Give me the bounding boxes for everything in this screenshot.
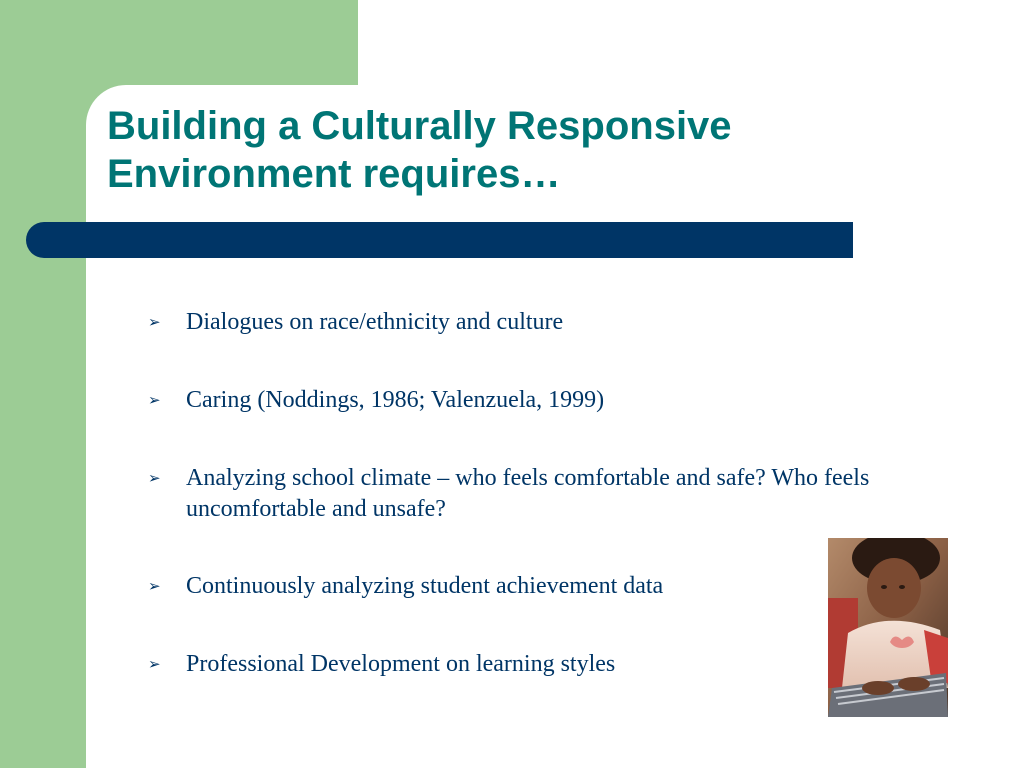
- arrow-bullet-icon: ➢: [148, 391, 161, 409]
- bullet-item: [148, 305, 938, 339]
- bullet-text: Dialogues on race/ethnicity and culture: [186, 309, 564, 335]
- arrow-bullet-icon: ➢: [148, 313, 161, 331]
- student-at-keyboard-photo: [828, 538, 948, 717]
- title-accent-bar: [26, 222, 853, 258]
- slide-title-line-2: Environment requires…: [107, 152, 561, 196]
- arrow-bullet-icon: ➢: [148, 655, 161, 673]
- bullet-text: Professional Development on learning styles: [186, 651, 616, 677]
- bullet-list: [148, 305, 938, 725]
- arrow-bullet-icon: ➢: [148, 577, 161, 595]
- bullet-item: [148, 647, 938, 681]
- bullet-item: [148, 569, 938, 603]
- bullet-text: Caring (Noddings, 1986; Valenzuela, 1999): [186, 387, 605, 413]
- bullet-text: Analyzing school climate – who feels comfortable and safe? Who feels uncomfortable and unsafe?: [186, 465, 870, 522]
- slide-title-line-1: Building a Culturally Responsive: [107, 104, 732, 148]
- arrow-bullet-icon: ➢: [148, 469, 161, 487]
- slide-title: [107, 102, 907, 198]
- bullet-item: [148, 383, 938, 417]
- top-white-area: [358, 0, 1024, 90]
- bullet-text: Continuously analyzing student achievement data: [186, 573, 664, 599]
- bullet-item: [148, 461, 938, 525]
- student-photo-illustration: [828, 538, 948, 717]
